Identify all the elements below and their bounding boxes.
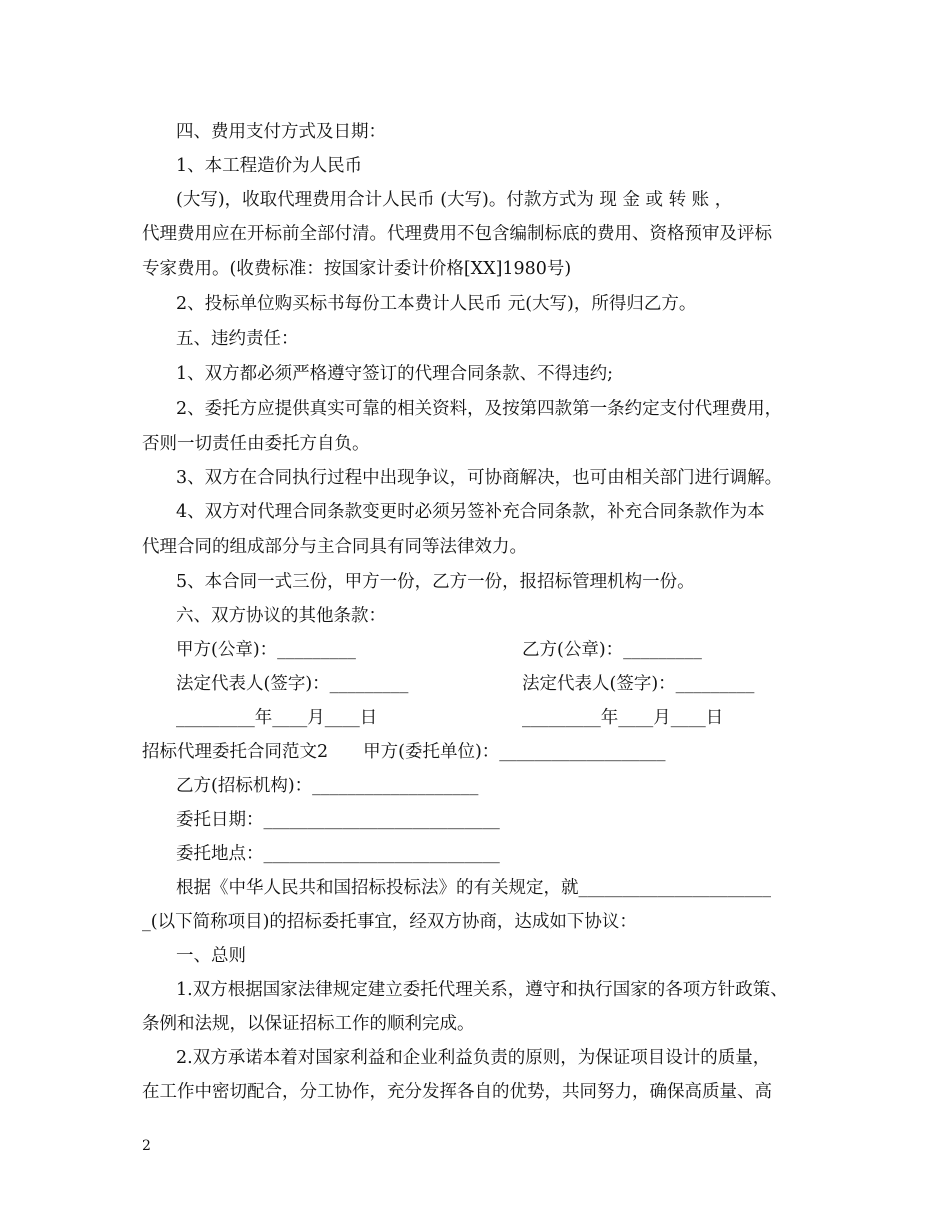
- paragraph-line: 根据《中华人民共和国招标投标法》的有关规定，就______________________: [176, 878, 771, 898]
- paragraph-line: 4、双方对代理合同条款变更时必须另签补充合同条款，补充合同条款作为本: [176, 502, 765, 522]
- paragraph-line: 否则一切责任由委托方自负。: [142, 434, 370, 454]
- party-b-date: _________年____月____日: [522, 708, 724, 728]
- paragraph-line: 专家费用。(收费标准：按国家计委计价格[XX]1980号): [142, 259, 572, 279]
- party-b-representative: 法定代表人(签字)：_________: [522, 674, 755, 694]
- section-heading-other-terms: 六、双方协议的其他条款：: [176, 606, 386, 626]
- page-number: 2: [142, 1138, 151, 1154]
- commission-place-field: 委托地点：___________________________: [176, 844, 500, 864]
- paragraph-line: 5、本合同一式三份，甲方一份，乙方一份，报招标管理机构一份。: [176, 572, 695, 592]
- paragraph-line: 条例和法规，以保证招标工作的顺利完成。: [142, 1014, 475, 1034]
- paragraph-line: 2.双方承诺本着对国家利益和企业利益负责的原则，为保证项目设计的质量，: [176, 1048, 771, 1068]
- paragraph-line: 在工作中密切配合，分工协作，充分发挥各自的优势，共同努力，确保高质量、高: [142, 1082, 772, 1102]
- paragraph-line: 2、委托方应提供真实可靠的相关资料，及按第四款第一条约定支付代理费用，: [176, 399, 783, 419]
- party-a-representative: 法定代表人(签字)：_________: [176, 674, 409, 694]
- section-heading-liability: 五、违约责任：: [176, 329, 299, 349]
- paragraph-line: (大写)，收取代理费用合计人民币 (大写)。付款方式为 现 金 或 转 账 ，: [176, 190, 733, 210]
- paragraph-line: 2、投标单位购买标书每份工本费计人民币 元(大写)，所得归乙方。: [176, 294, 697, 314]
- section-heading-general: 一、总则: [176, 946, 246, 966]
- commission-date-field: 委托日期：___________________________: [176, 810, 500, 830]
- paragraph-line: 3、双方在合同执行过程中出现争议，可协商解决，也可由相关部门进行调解。: [176, 468, 783, 488]
- second-contract-title: 招标代理委托合同范文2 甲方(委托单位)：___________________: [142, 742, 666, 762]
- paragraph-line: 代理合同的组成部分与主合同具有同等法律效力。: [142, 537, 527, 557]
- paragraph-line: _(以下简称项目)的招标委托事宜，经双方协商，达成如下协议：: [142, 912, 637, 932]
- paragraph-line: 1、双方都必须严格遵守签订的代理合同条款、不得违约;: [176, 364, 614, 384]
- paragraph-line: 1.双方根据国家法律规定建立委托代理关系，遵守和执行国家的各项方针政策、: [176, 980, 788, 1000]
- party-b-agency-field: 乙方(招标机构)：___________________: [176, 776, 479, 796]
- party-a-seal: 甲方(公章)：_________: [176, 640, 356, 660]
- paragraph-line: 代理费用应在开标前全部付清。代理费用不包含编制标底的费用、资格预审及评标: [142, 224, 772, 244]
- paragraph-line: 1、本工程造价为人民币: [176, 156, 363, 176]
- party-a-date: _________年____月____日: [176, 708, 378, 728]
- party-b-seal: 乙方(公章)：_________: [522, 640, 702, 660]
- section-heading-payment: 四、费用支付方式及日期：: [176, 122, 386, 142]
